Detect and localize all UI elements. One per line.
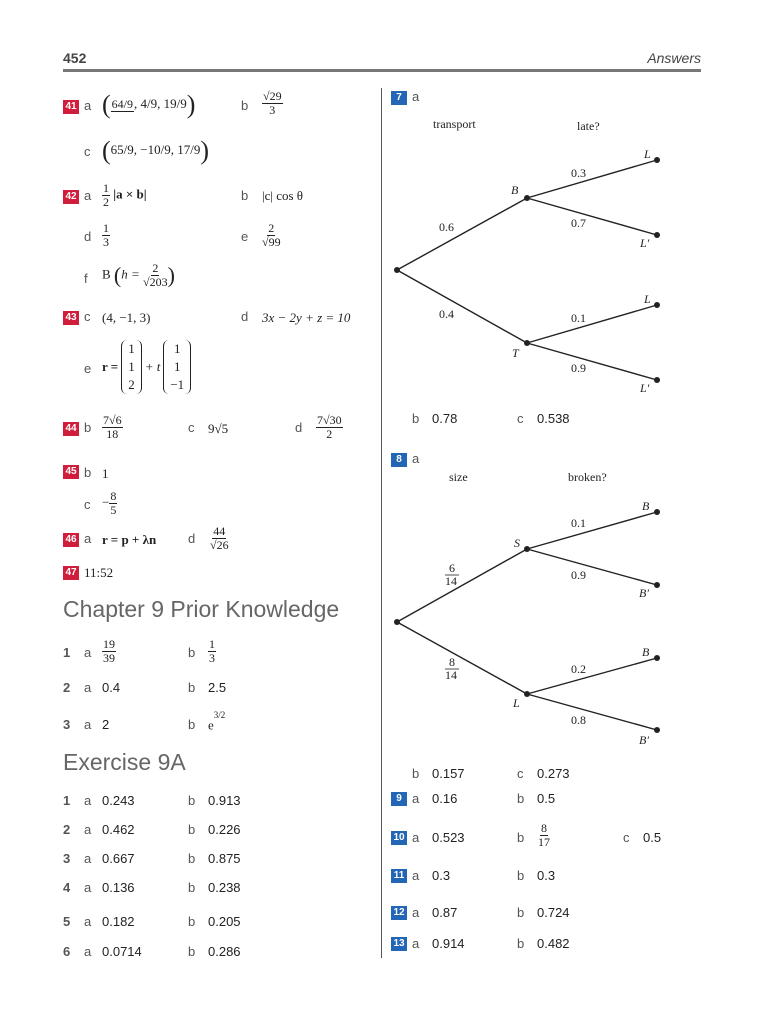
tree7-node-label: T <box>512 346 519 360</box>
tree7-node-1 <box>524 195 530 201</box>
answer-9a: 0.16 <box>432 791 458 806</box>
part-label-b: b <box>188 793 196 808</box>
tree8-leaf <box>654 727 660 733</box>
answer-41b: $\frac{√29}{3}$ <box>263 89 282 117</box>
tree8-node-1 <box>524 546 530 552</box>
exercise-num: 5 <box>63 914 71 929</box>
part-label-a: a <box>84 851 92 866</box>
answer-43c: (4, −1, 3) <box>102 310 151 325</box>
part-label-a: a <box>84 98 92 113</box>
tree8-node-label: S <box>514 536 520 550</box>
tree8-leaf <box>654 655 660 661</box>
part-label-b: b <box>412 766 420 781</box>
answer-12b: 0.724 <box>537 905 570 920</box>
tree8-outcome: B′ <box>639 733 649 747</box>
part-label-b: b <box>188 944 196 959</box>
part-label-b: b <box>188 914 196 929</box>
tree8-prob-num: 8 <box>449 655 455 669</box>
answer-41a: ( 64/9 , 4/9, 19/9) <box>102 90 196 119</box>
tree8-outcome: B <box>642 499 650 513</box>
question-badge-42: 42 <box>63 190 79 204</box>
tree8-prob-den: 14 <box>445 574 457 588</box>
part-label-a: a <box>412 868 420 883</box>
tree8-branch-12 <box>527 549 657 585</box>
prior-2b: 2.5 <box>208 680 227 695</box>
answer-43d: 3x − 2y + z = 10 <box>262 310 351 325</box>
question-badge-8: 8 <box>391 453 407 467</box>
tree7-leaf <box>654 232 660 238</box>
answer-8c: 0.273 <box>537 766 570 781</box>
tree7-leaf <box>654 302 660 308</box>
part-label-e: e <box>241 229 249 244</box>
part-label-a: a <box>84 822 92 837</box>
exercise-num: 1 <box>63 793 71 808</box>
tree7-prob: 0.3 <box>571 166 586 180</box>
exercise-answer-a: 0.243 <box>102 793 135 808</box>
answer-47: 11:52 <box>84 565 114 580</box>
answer-42f: B (h = $\frac{2}{√203}$ ) <box>102 261 175 289</box>
section-title: Answers <box>647 50 701 66</box>
exercise-num: 2 <box>63 822 71 837</box>
tree7-branch-2 <box>397 270 527 343</box>
part-label-b: b <box>517 791 525 806</box>
tree7-prob: 0.9 <box>571 361 586 375</box>
part-label-c: c <box>623 830 630 845</box>
tree8-leaf <box>654 582 660 588</box>
exercise-answer-a: 0.0714 <box>102 944 142 959</box>
tree8-prob-den: 14 <box>445 668 457 682</box>
part-label-d: d <box>84 229 92 244</box>
tree7-prob: 0.6 <box>439 220 454 234</box>
tree8-branch-1 <box>397 549 527 622</box>
answer-13a: 0.914 <box>432 936 465 951</box>
tree7-prob: 0.4 <box>439 307 454 321</box>
tree7-col2: late? <box>577 119 600 133</box>
answer-42a: $\frac{1}{2}$ |a × b| <box>103 181 147 209</box>
answer-44d: $\frac{7√30}{2}$ <box>317 413 342 441</box>
tree7-root <box>394 267 400 273</box>
answer-46a: r = p + λn <box>102 532 157 547</box>
answer-42d: $\frac{1}{3}$ <box>103 221 109 249</box>
tree8-col1: size <box>449 470 468 484</box>
part-label-c: c <box>188 420 195 435</box>
tree7-col1: transport <box>433 117 476 131</box>
tree7-node-label: B <box>511 183 519 197</box>
question-badge-45: 45 <box>63 465 79 479</box>
header-rule <box>63 69 701 72</box>
answer-44c: 9√5 <box>208 421 229 436</box>
answer-11b: 0.3 <box>537 868 556 883</box>
part-label-b: b <box>517 905 525 920</box>
answer-46d: $\frac{44}{√26}$ <box>210 524 229 552</box>
part-label-a: a <box>84 188 92 203</box>
page-number: 452 <box>63 50 87 66</box>
exercise-answer-b: 0.226 <box>208 822 241 837</box>
part-label-a: a <box>412 791 420 806</box>
tree8-branch-22 <box>527 694 657 730</box>
part-label-a: a <box>412 905 420 920</box>
tree7-branch-1 <box>397 198 527 270</box>
part-label-b: b <box>188 880 196 895</box>
part-label-d: d <box>188 531 196 546</box>
answer-11a: 0.3 <box>432 868 451 883</box>
question-badge-7: 7 <box>391 91 407 105</box>
part-label-a: a <box>84 645 92 660</box>
part-label-c: c <box>84 144 91 159</box>
part-label-b: b <box>188 822 196 837</box>
answer-7b: 0.78 <box>432 411 458 426</box>
chapter-heading: Chapter 9 Prior Knowledge <box>63 596 340 622</box>
answer-10a: 0.523 <box>432 830 465 845</box>
answer-43e: r = 1 1 2 + t 1 1 −1 <box>102 340 194 394</box>
part-label-c: c <box>517 766 524 781</box>
part-label-b: b <box>412 411 420 426</box>
part-label-b: b <box>241 98 249 113</box>
part-label-b: b <box>517 868 525 883</box>
question-badge-43: 43 <box>63 311 79 325</box>
answer-7c: 0.538 <box>537 411 570 426</box>
answer-45b: 1 <box>102 466 109 481</box>
column-divider <box>381 88 382 958</box>
exercise-heading: Exercise 9A <box>63 749 186 775</box>
tree8-branch-21 <box>527 658 657 694</box>
tree7-outcome: L′ <box>640 381 650 395</box>
question-badge-10: 10 <box>391 831 407 845</box>
question-badge-47: 47 <box>63 566 79 580</box>
part-label-a: a <box>412 451 420 466</box>
tree7-prob: 0.1 <box>571 311 586 325</box>
part-label-b: b <box>188 680 196 695</box>
answer-41c: (65/9, −10/9, 17/9) <box>102 136 210 165</box>
part-label-d: d <box>295 420 303 435</box>
exercise-num: 3 <box>63 851 71 866</box>
tree7-leaf <box>654 157 660 163</box>
part-label-a: a <box>84 880 92 895</box>
tree8-prob-num: 6 <box>449 561 455 575</box>
exercise-answer-b: 0.875 <box>208 851 241 866</box>
tree7-branch-22 <box>527 343 657 380</box>
question-badge-11: 11 <box>391 869 407 883</box>
part-label-b: b <box>188 645 196 660</box>
prior-num-1: 1 <box>63 645 71 660</box>
exercise-answer-a: 0.182 <box>102 914 135 929</box>
prior-num-2: 2 <box>63 680 71 695</box>
tree-diagram-7 <box>385 110 685 400</box>
part-label-b: b <box>188 717 196 732</box>
tree8-node-2 <box>524 691 530 697</box>
answer-10b: $\frac{8}{17}$ <box>538 821 550 849</box>
part-label-c: c <box>84 309 91 324</box>
prior-1a: $\frac{19}{39}$ <box>103 637 115 665</box>
question-badge-46: 46 <box>63 533 79 547</box>
part-label-b: b <box>84 465 92 480</box>
tree8-prob: 0.1 <box>571 516 586 530</box>
answer-10c: 0.5 <box>643 830 662 845</box>
tree7-branch-21 <box>527 305 657 343</box>
part-label-a: a <box>84 717 92 732</box>
question-badge-41: 41 <box>63 100 79 114</box>
tree8-col2: broken? <box>568 470 607 484</box>
part-label-c: c <box>517 411 524 426</box>
part-label-a: a <box>84 680 92 695</box>
tree7-prob: 0.7 <box>571 216 586 230</box>
tree7-outcome: L′ <box>640 236 650 250</box>
prior-3a: 2 <box>102 717 110 732</box>
part-label-b: b <box>188 851 196 866</box>
exercise-answer-b: 0.286 <box>208 944 241 959</box>
tree8-prob: 0.9 <box>571 568 586 582</box>
exercise-num: 4 <box>63 880 71 895</box>
tree-diagram-8 <box>385 462 685 752</box>
prior-2a: 0.4 <box>102 680 121 695</box>
exercise-answer-b: 0.913 <box>208 793 241 808</box>
part-label-a: a <box>412 89 420 104</box>
prior-1b: $\frac{1}{3}$ <box>209 637 215 665</box>
part-label-a: a <box>412 830 420 845</box>
part-label-c: c <box>84 497 91 512</box>
answer-45c: − $\frac{8}{5}$ <box>102 489 117 517</box>
exercise-answer-a: 0.667 <box>102 851 135 866</box>
part-label-a: a <box>412 936 420 951</box>
tree8-branch-11 <box>527 512 657 549</box>
part-label-b: b <box>517 830 525 845</box>
tree7-branch-12 <box>527 198 657 235</box>
question-badge-13: 13 <box>391 937 407 951</box>
part-label-f: f <box>84 271 88 286</box>
exercise-answer-a: 0.462 <box>102 822 135 837</box>
question-badge-9: 9 <box>391 792 407 806</box>
tree7-branch-11 <box>527 160 657 198</box>
answer-42e: $\frac{2}{√99}$ <box>262 221 281 249</box>
answer-12a: 0.87 <box>432 905 458 920</box>
prior-3b: $e^{3/2}$ <box>208 710 226 733</box>
tree8-node-label: L <box>513 696 520 710</box>
tree7-outcome: L <box>644 292 651 306</box>
part-label-b: b <box>517 936 525 951</box>
tree8-prob: 0.2 <box>571 662 586 676</box>
part-label-a: a <box>84 914 92 929</box>
question-badge-44: 44 <box>63 422 79 436</box>
tree8-root <box>394 619 400 625</box>
question-badge-12: 12 <box>391 906 407 920</box>
part-label-a: a <box>84 944 92 959</box>
tree8-leaf <box>654 509 660 515</box>
tree8-outcome: B <box>642 645 650 659</box>
exercise-answer-b: 0.238 <box>208 880 241 895</box>
tree7-outcome: L <box>644 147 651 161</box>
answer-13b: 0.482 <box>537 936 570 951</box>
exercise-answer-b: 0.205 <box>208 914 241 929</box>
exercise-num: 6 <box>63 944 71 959</box>
tree7-leaf <box>654 377 660 383</box>
part-label-a: a <box>84 793 92 808</box>
part-label-b: b <box>241 188 249 203</box>
answer-8b: 0.157 <box>432 766 465 781</box>
answer-44b: $\frac{7√6}{18}$ <box>103 413 122 441</box>
exercise-answer-a: 0.136 <box>102 880 135 895</box>
tree7-node-2 <box>524 340 530 346</box>
part-label-a: a <box>84 531 92 546</box>
part-label-d: d <box>241 309 249 324</box>
tree8-prob: 0.8 <box>571 713 586 727</box>
part-label-e: e <box>84 361 92 376</box>
answer-9b: 0.5 <box>537 791 556 806</box>
prior-num-3: 3 <box>63 717 71 732</box>
answer-42b: |c| cos θ <box>262 188 304 203</box>
tree8-outcome: B′ <box>639 586 649 600</box>
part-label-b: b <box>84 420 92 435</box>
tree8-branch-2 <box>397 622 527 694</box>
